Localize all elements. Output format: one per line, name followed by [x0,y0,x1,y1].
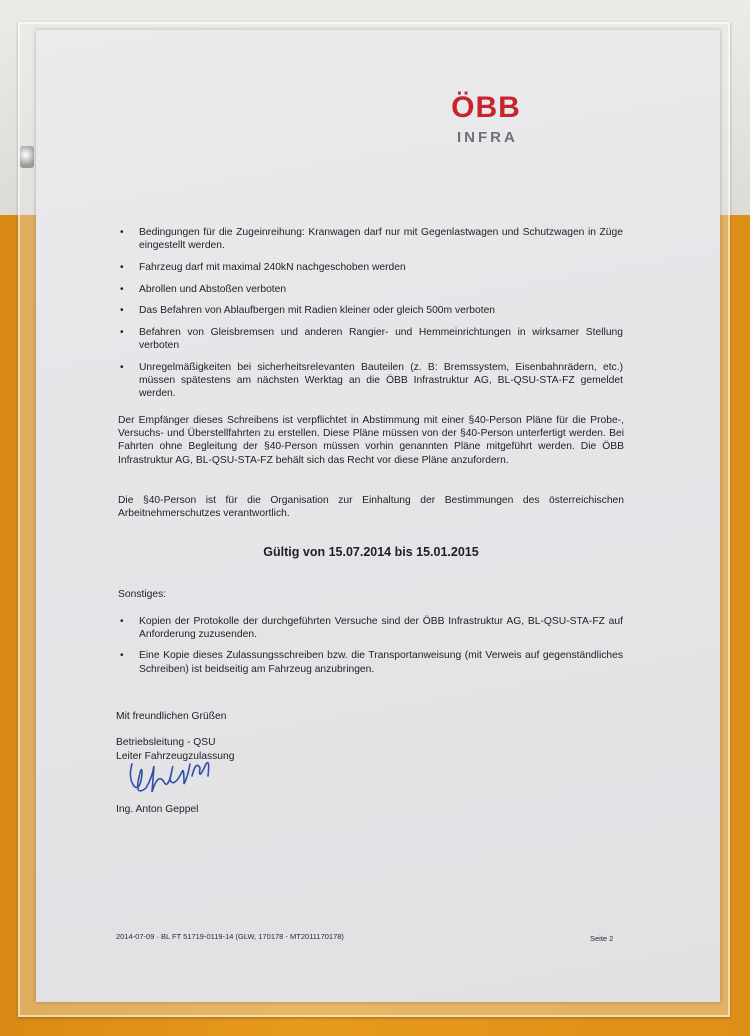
paragraph-safety: Die §40-Person ist für die Organisation zur Einhaltung der Bestimmungen des österreichischen Arbeitnehmerschutzes verantwortlich. [118,495,624,520]
conditions-list [139,226,623,409]
closing-department: Betriebsleitung - QSU [116,737,216,748]
validity-period: Gültig von 15.07.2014 bis 15.01.2015 [263,545,479,559]
handwritten-signature [126,752,226,802]
list-item: • Befahren von Gleisbremsen und anderen Rangier- und Hemmeinrichtungen in wirksamer Stellung verboten [139,326,623,352]
other-list [139,615,623,684]
list-item: • Abrollen und Abstoßen verboten [139,283,623,296]
list-item: • Fahrzeug darf mit maximal 240kN nachgeschoben werden [139,261,623,274]
mounting-screw-icon [20,146,34,168]
logo-brand: ÖBB [451,91,521,124]
list-item: • Kopien der Protokolle der durchgeführten Versuche sind der ÖBB Infrastruktur AG, BL-QSU-STA-FZ auf Anforderung zuzusenden. [139,615,623,641]
document-page [36,30,720,1002]
logo-division: INFRA [457,129,518,146]
paragraph-plans: Der Empfänger dieses Schreibens ist verpflichtet in Abstimmung mit einer §40-Person Pläne für die Probe-, Versuchs- und Überstellfahrten zu erstellen. Diese Pläne müssen von der §40-Person unterfertigt werden. Bei Fahrten ohne Begleitung der §40-Person müssen vorhin genannten Pläne mitgeführt werden. Die ÖBB Infrastruktur AG, BL-QSU-STA-FZ behält sich das Recht vor diese Pläne anzufordern. [118,415,624,466]
list-item: • Bedingungen für die Zugeinreihung: Kranwagen darf nur mit Gegenlastwagen und Schutzwagen in Züge eingestellt werden. [139,226,623,252]
closing-role: Leiter Fahrzeugzulassung [116,751,235,762]
closing-greeting: Mit freundlichen Grüßen [116,711,227,722]
list-item: • Unregelmäßigkeiten bei sicherheitsrelevanten Bauteilen (z. B: Bremssystem, Eisenbahnrädern, etc.) müssen spätestens am nächsten Werktag an die ÖBB Infrastruktur AG, BL-QSU-STA-FZ gemeldet werden. [139,361,623,401]
other-heading: Sonstiges: [118,589,167,600]
document-reference: 2014-07-09 · BL FT 51719-0119-14 (GLW, 170178 - MT2011170178) [116,932,344,941]
list-item: • Das Befahren von Ablaufbergen mit Radien kleiner oder gleich 500m verboten [139,304,623,317]
page-number: Seite 2 [590,934,614,943]
signatory-name: Ing. Anton Geppel [116,804,199,815]
obb-infra-logo [431,93,541,146]
list-item: • Eine Kopie dieses Zulassungsschreiben bzw. die Transportanweisung (mit Verweis auf gegenständliches Schreiben) ist beidseitig am Fahrzeug anzubringen. [139,649,623,675]
